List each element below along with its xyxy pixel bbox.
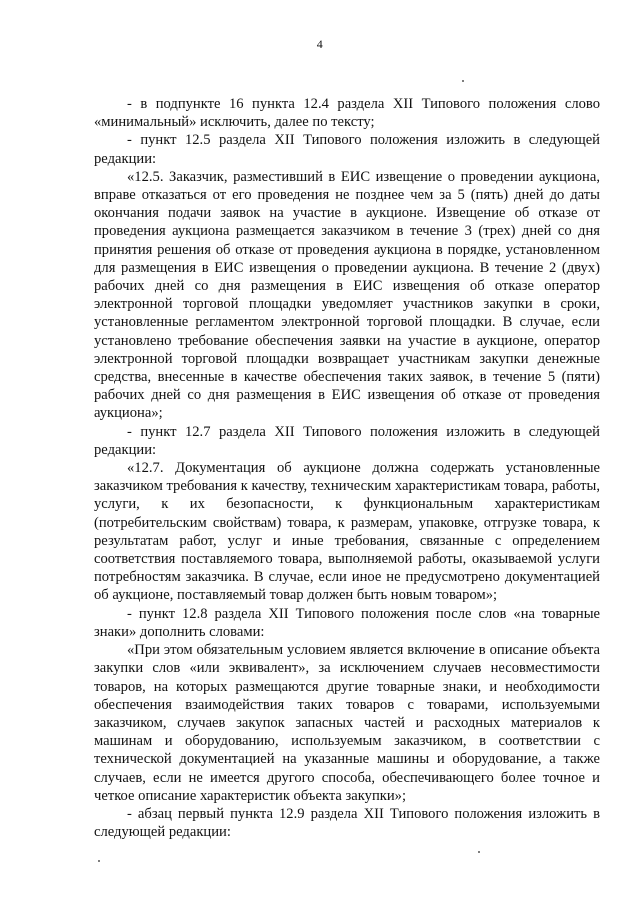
paragraph-1: - в подпункте 16 пункта 12.4 раздела XII Типового положения слово «минимальный» исключить, далее по тексту;: [94, 96, 600, 131]
document-body: [94, 95, 600, 841]
scan-speck: [98, 860, 100, 862]
page-number: 4: [316, 37, 324, 51]
scan-speck: [478, 851, 480, 853]
paragraph-8: - абзац первый пункта 12.9 раздела XII Типового положения изложить в следующей редакции:: [94, 805, 600, 841]
paragraph-6: - пункт 12.8 раздела XII Типового положения после слов «на товарные знаки» дополнить словами:: [94, 605, 600, 640]
paragraph-7: «При этом обязательным условием является включение в описание объекта закупки слов «или эквивалент», за исключением случаев несовместимости товаров, на которых размещаются другие товарные знаки, и необходимости обеспечения взаимодействия таких товаров с товарами, используемыми заказчиком, случаев закупок запасных частей и расходных материалов к машинам и оборудованию, используемым заказчиком, в соответствии с технической документацией на указанные машины и оборудование, а также случаев, если не имеется другого способа, обеспечивающего более точное и четкое описание характеристик объекта закупки»;: [94, 642, 600, 804]
paragraph-5: «12.7. Документация об аукционе должна содержать установленные заказчиком требования к качеству, техническим характеристикам товара, работы, услуги, к их безопасности, к функциональным характеристикам (потребительским свойствам) товара, к размерам, упаковке, отгрузке товара, к результатам работ, услуг и иные требования, связанные с определением соответствия поставляемого товара, выполняемой работы, оказываемой услуги потребностям заказчика. В случае, если иное не предусмотрено документацией об аукционе, поставляемый товар должен быть новым товаром»;: [94, 460, 600, 604]
scan-speck: [462, 80, 464, 82]
paragraph-3: «12.5. Заказчик, разместивший в ЕИС извещение о проведении аукциона, вправе отказаться от его проведения не позднее чем за 5 (пять) дней до даты окончания подачи заявок на участие в аукционе. Извещение об отказе от проведения аукциона размещается заказчиком в течение 3 (трех) дней со дня принятия решения об отказе от проведения аукциона в порядке, установленном для размещения в ЕИС извещения о проведении аукциона. В течение 2 (двух) рабочих дней со дня размещения в ЕИС извещения об отказе оператор электронной торговой площадки уведомляет участников закупки в сроки, установленные регламентом электронной торговой площадки. В случае, если установлено требование обеспечения заявки на участие в аукционе, оператор электронной торговой площадки возвращает участникам закупки денежные средства, внесенные в качестве обеспечения таких заявок, в течение 5 (пяти) рабочих дней со дня размещения в ЕИС извещения об отказе от проведения аукциона»;: [94, 168, 600, 422]
paragraph-4: - пункт 12.7 раздела XII Типового положения изложить в следующей редакции:: [94, 423, 600, 458]
paragraph-2: - пункт 12.5 раздела XII Типового положения изложить в следующей редакции:: [94, 132, 600, 167]
